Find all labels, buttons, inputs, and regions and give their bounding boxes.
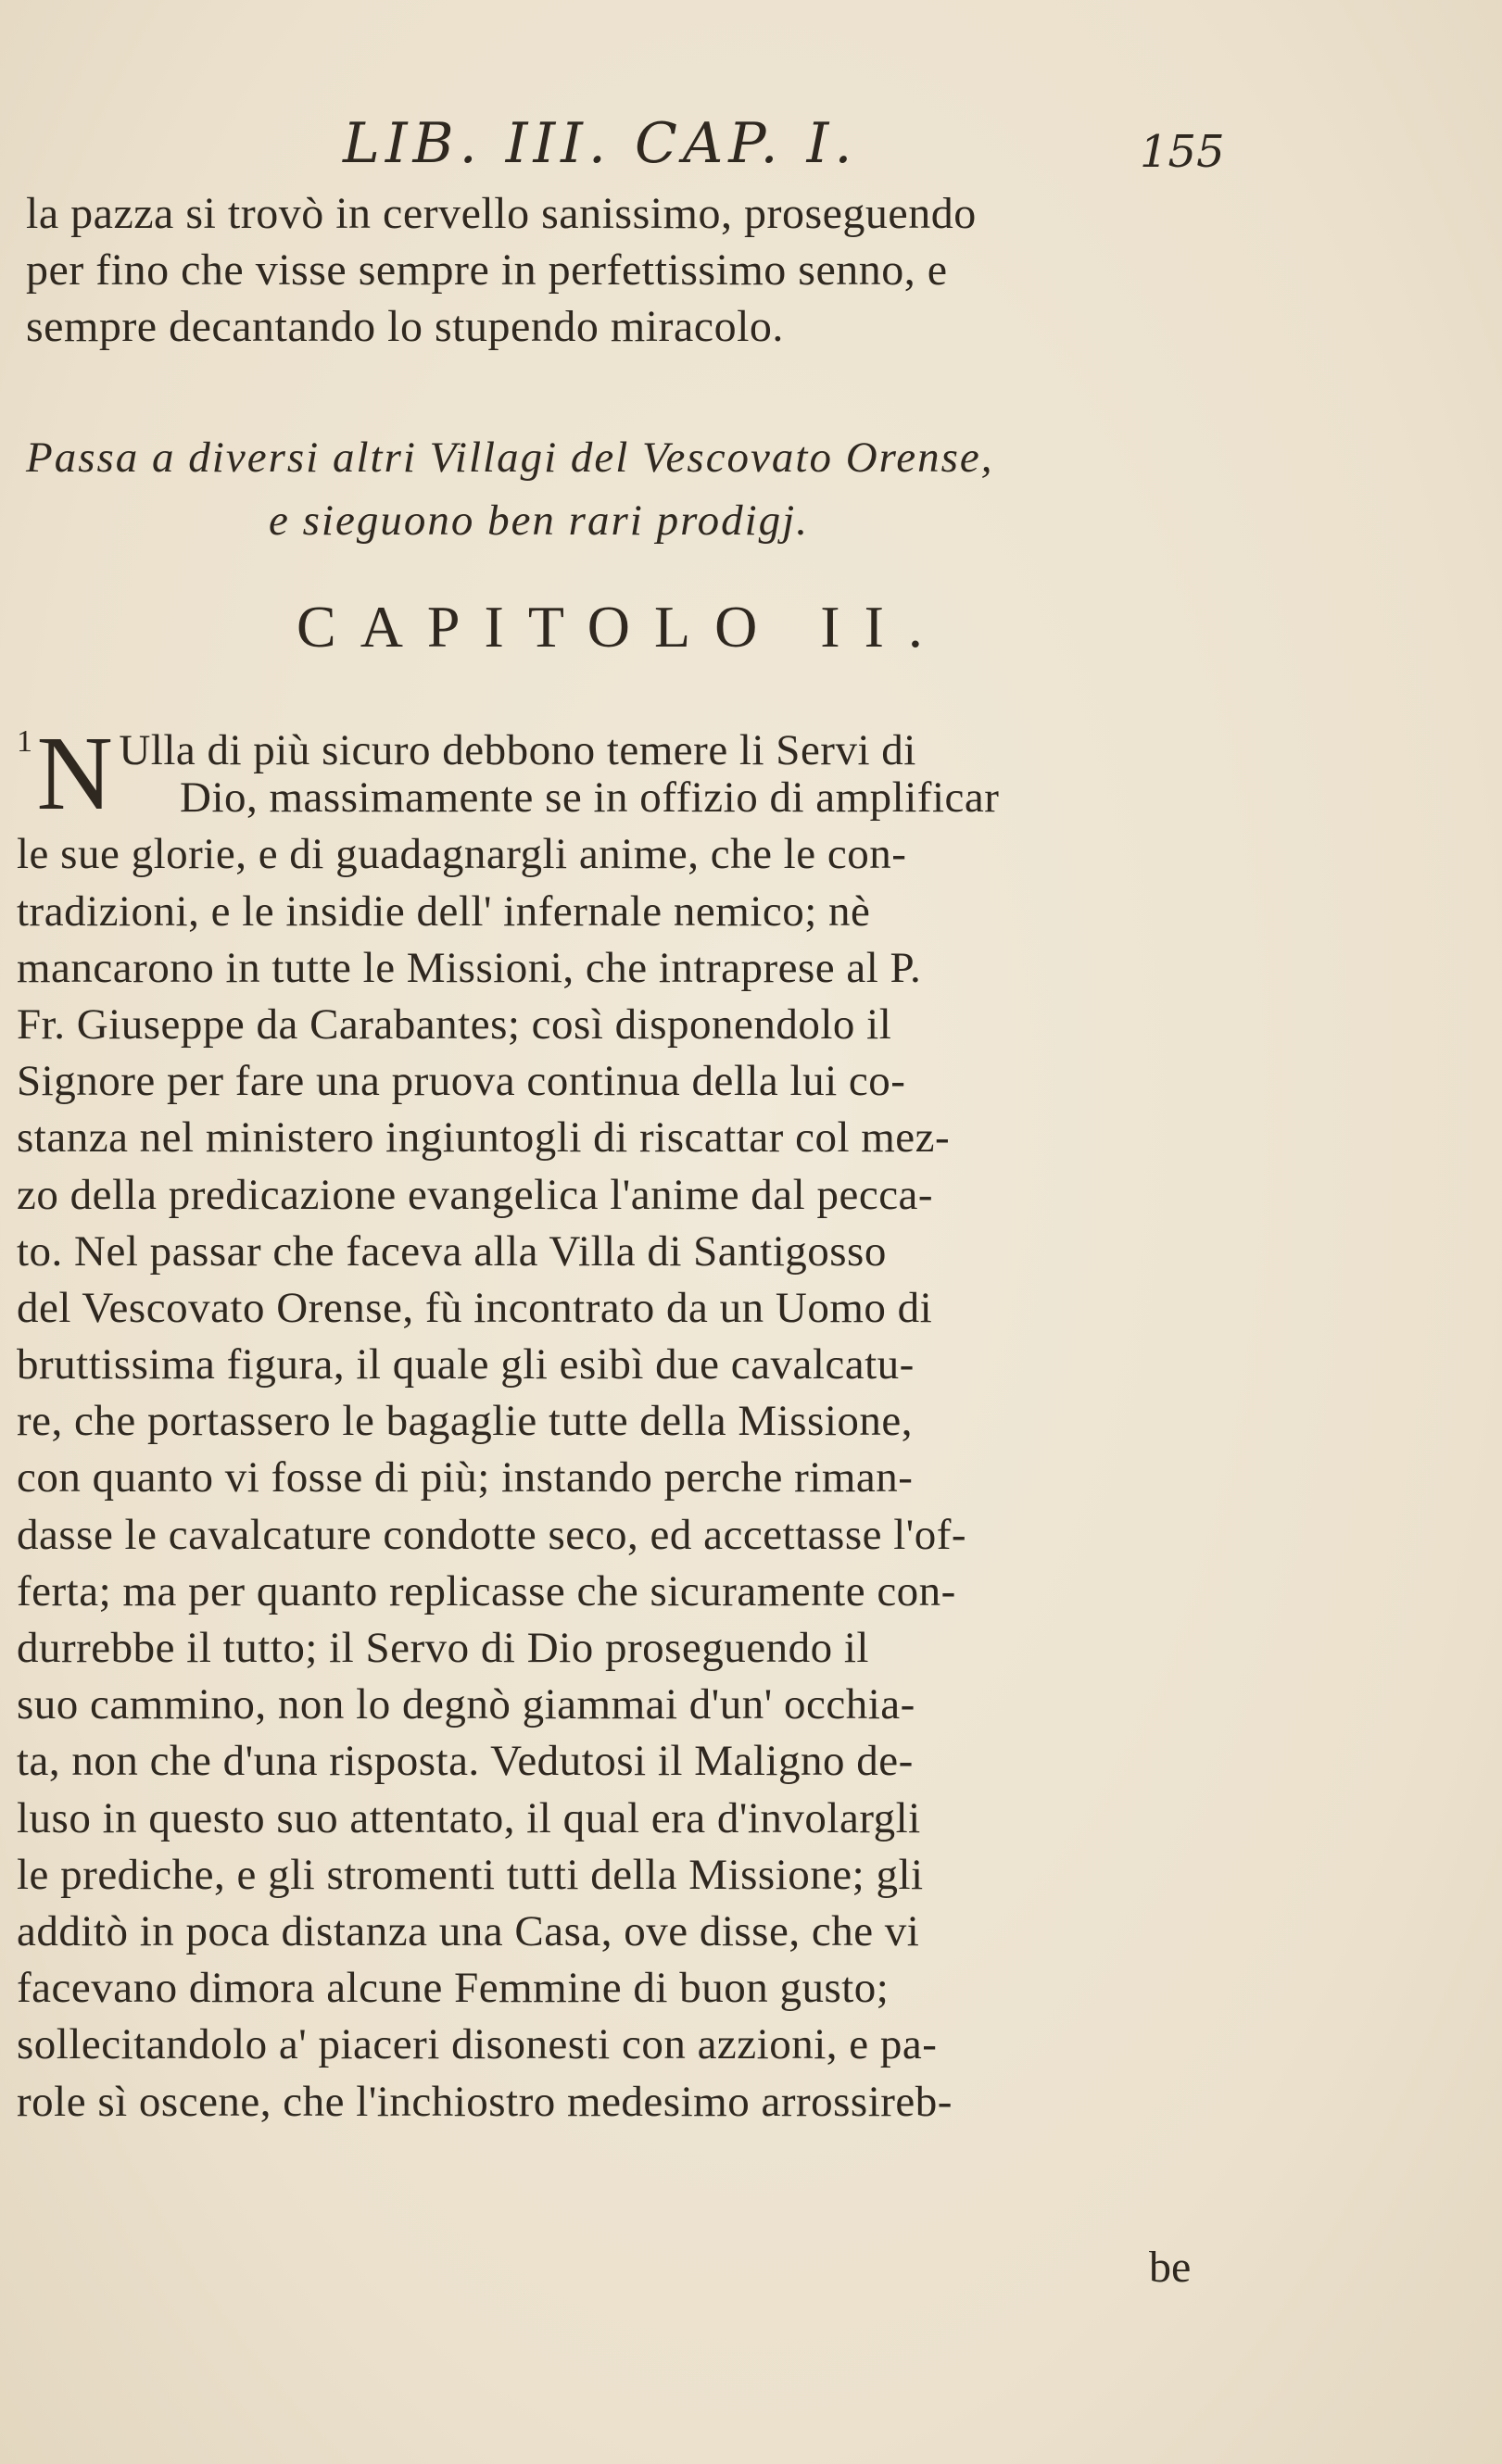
running-title: LIB. III. CAP. I. (343, 111, 858, 176)
text-line: le prediche, e gli stromenti tutti della Missione; gli (17, 1850, 924, 1899)
text-line: ta, non che d'una risposta. Vedutosi il Maligno de- (17, 1737, 914, 1786)
text-line: re, che portassero le bagaglie tutte della Missione, (17, 1397, 913, 1446)
drop-cap: N (36, 714, 114, 832)
text-line: sempre decantando lo stupendo miracolo. (26, 302, 784, 351)
text-line: con quanto vi fosse di più; instando perche riman- (17, 1453, 914, 1502)
text-line: additò in poca distanza una Casa, ove disse, che vi (17, 1906, 920, 1955)
text-line: ferta; ma per quanto replicasse che sicuramente con- (17, 1566, 956, 1615)
text-line: dasse le cavalcature condotte seco, ed accettasse l'of- (17, 1510, 967, 1559)
text-line: Signore per fare una pruova continua della lui co- (17, 1057, 906, 1106)
text-line: luso in questo suo attentato, il qual era d'involargli (17, 1793, 921, 1842)
text-line: sollecitandolo a' piaceri disonesti con azzioni, e pa- (17, 2020, 938, 2069)
text-line: del Vescovato Orense, fù incontrato da un Uomo di (17, 1283, 933, 1332)
chapter-heading: CAPITOLO II. (297, 594, 947, 660)
chapter-summary (26, 426, 1268, 552)
text-line: per fino che visse sempre in perfettissimo senno, e (26, 245, 948, 295)
running-header (0, 111, 1502, 185)
text-line: stanza nel ministero ingiuntogli di riscattar col mez- (17, 1113, 951, 1163)
text-line: durrebbe il tutto; il Servo di Dio proseguendo il (17, 1624, 869, 1672)
text-line: Dio, massimamente se in offizio di amplificar (180, 773, 1000, 823)
chapter-body (17, 713, 1277, 2131)
summary-line: e sieguono ben rari prodigj. (269, 497, 809, 545)
summary-line: Passa a diversi altri Villagi del Vescovato Orense, (26, 434, 994, 482)
text-line: bruttissima figura, il quale gli esibì due cavalcatu- (17, 1340, 915, 1389)
page-number: 155 (1140, 126, 1225, 178)
text-line: Fr. Giuseppe da Carabantes; così disponendolo il (17, 999, 892, 1049)
text-line: suo cammino, non lo degnò giammai d'un' occhia- (17, 1680, 915, 1729)
first-line-text: Ulla di più sicuro debbono temere li Servi di (119, 726, 916, 774)
text-line: le sue glorie, e di guadagnargli anime, che le con- (17, 830, 907, 879)
section-marker: 1 (17, 724, 33, 759)
text-line: la pazza si trovò in cervello sanissimo, proseguendo (26, 189, 977, 238)
continuation-text (26, 185, 1268, 355)
text-line: mancarono in tutte le Missioni, che intraprese al P. (17, 943, 922, 992)
text-line: to. Nel passar che faceva alla Villa di Santigosso (17, 1226, 887, 1276)
text-line: zo della predicazione evangelica l'anime dal pecca- (17, 1170, 934, 1219)
text-line: facevano dimora alcune Femmine di buon gusto; (17, 1964, 890, 2013)
text-line: role sì oscene, che l'inchiostro medesimo arrossireb- (17, 2077, 953, 2126)
catchword: be (1149, 2243, 1192, 2292)
text-line: tradizioni, e le insidie dell' infernale nemico; nè (17, 886, 871, 936)
